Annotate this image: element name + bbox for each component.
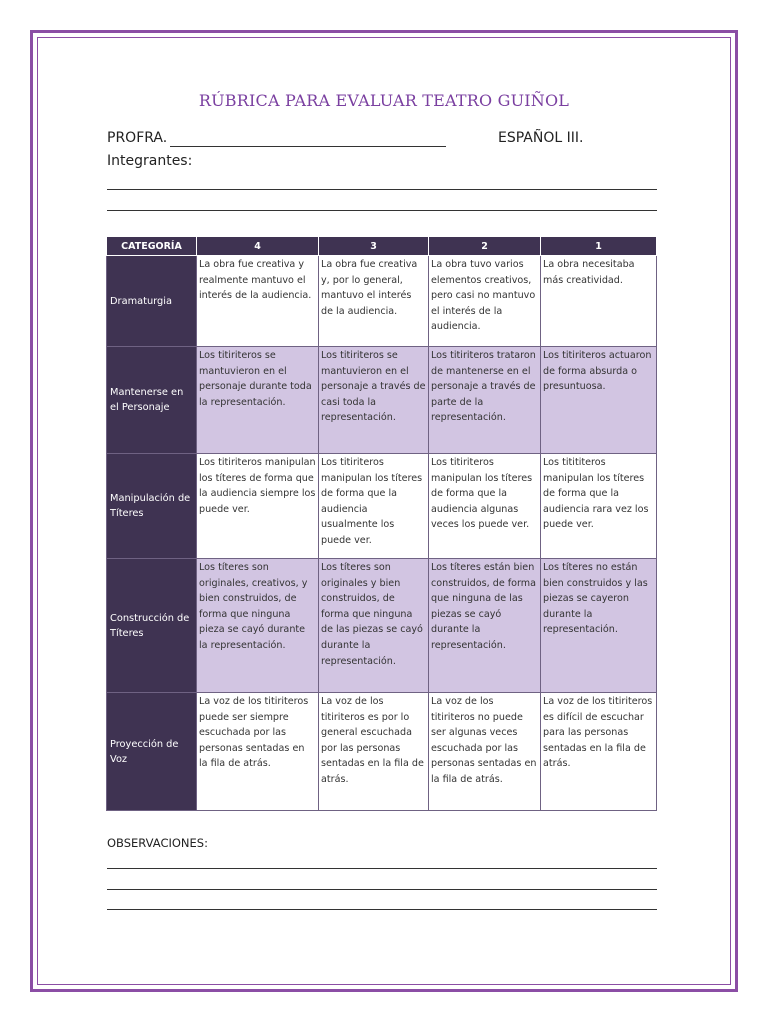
rubric-table [106,236,657,811]
header-score-1: 1 [541,237,657,256]
score-4-cell: Los titiriteros manipulan los títeres de forma que la audiencia siempre los puede ver. [197,454,319,559]
observaciones-line-2 [107,889,657,890]
score-4-cell: Los titiriteros se mantuvieron en el personaje durante toda la representación. [197,347,319,454]
score-4-cell: La obra fue creativa y realmente mantuvo el interés de la audiencia. [197,256,319,347]
score-1-cell: La obra necesitaba más creatividad. [541,256,657,347]
score-3-cell: La voz de los titiriteros es por lo general escuchada por las personas sentadas en la fila de atrás. [319,693,429,811]
rubric-row-manipulacion [107,454,657,559]
category-cell: Manipulación de Títeres [107,454,197,559]
document-title: RÚBRICA PARA EVALUAR TEATRO GUIÑOL [198,91,570,110]
score-1-cell: Los títeres no están bien construidos y las piezas se cayeron durante la representación. [541,559,657,693]
category-cell: Proyección de Voz [107,693,197,811]
header-category: CATEGORÍA [107,237,197,256]
integrantes-label: Integrantes: [107,153,193,169]
score-3-cell: Los titiriteros se mantuvieron en el personaje a través de casi toda la representación. [319,347,429,454]
rubric-row-personaje [107,347,657,454]
rubric-row-dramaturgia [107,256,657,347]
score-3-cell: Los títeres son originales y bien construidos, de forma que ninguna de las piezas se cayó durante la representación. [319,559,429,693]
category-cell: Construcción de Títeres [107,559,197,693]
integrantes-line-1 [107,189,657,190]
rubric-row-construccion [107,559,657,693]
category-cell: Mantenerse en el Personaje [107,347,197,454]
subject-label: ESPAÑOL III. [498,130,584,146]
score-1-cell: La voz de los titiriteros es difícil de escuchar para las personas sentadas en la fila de atrás. [541,693,657,811]
rubric-row-proyeccion [107,693,657,811]
score-1-cell: Los titiriteros actuaron de forma absurda o presuntuosa. [541,347,657,454]
observaciones-label: OBSERVACIONES: [107,836,208,850]
integrantes-line-2 [107,210,657,211]
category-cell: Dramaturgia [107,256,197,347]
score-2-cell: La obra tuvo varios elementos creativos, pero casi no mantuvo el interés de la audiencia. [429,256,541,347]
score-4-cell: Los títeres son originales, creativos, y bien construidos, de forma que ninguna pieza se cayó durante la representación. [197,559,319,693]
observaciones-line-3 [107,909,657,910]
profra-blank-line [170,146,446,147]
score-2-cell: Los titiriteros manipulan los títeres de forma que la audiencia algunas veces los puede ver. [429,454,541,559]
score-1-cell: Los titititeros manipulan los títeres de forma que la audiencia rara vez los puede ver. [541,454,657,559]
score-2-cell: La voz de los titiriteros no puede ser algunas veces escuchada por las personas sentadas en la fila de atrás. [429,693,541,811]
header-score-3: 3 [319,237,429,256]
header-score-2: 2 [429,237,541,256]
rubric-header-row [107,237,657,256]
score-4-cell: La voz de los titiriteros puede ser siempre escuchada por las personas sentadas en la fila de atrás. [197,693,319,811]
score-3-cell: Los titiriteros manipulan los títeres de forma que la audiencia usualmente los puede ver. [319,454,429,559]
header-score-4: 4 [197,237,319,256]
score-2-cell: Los títeres están bien construidos, de forma que ninguna de las piezas se cayó durante la representación. [429,559,541,693]
score-3-cell: La obra fue creativa y, por lo general, mantuvo el interés de la audiencia. [319,256,429,347]
score-2-cell: Los titiriteros trataron de mantenerse en el personaje a través de parte de la representación. [429,347,541,454]
observaciones-line-1 [107,868,657,869]
profra-label: PROFRA. [107,130,168,146]
